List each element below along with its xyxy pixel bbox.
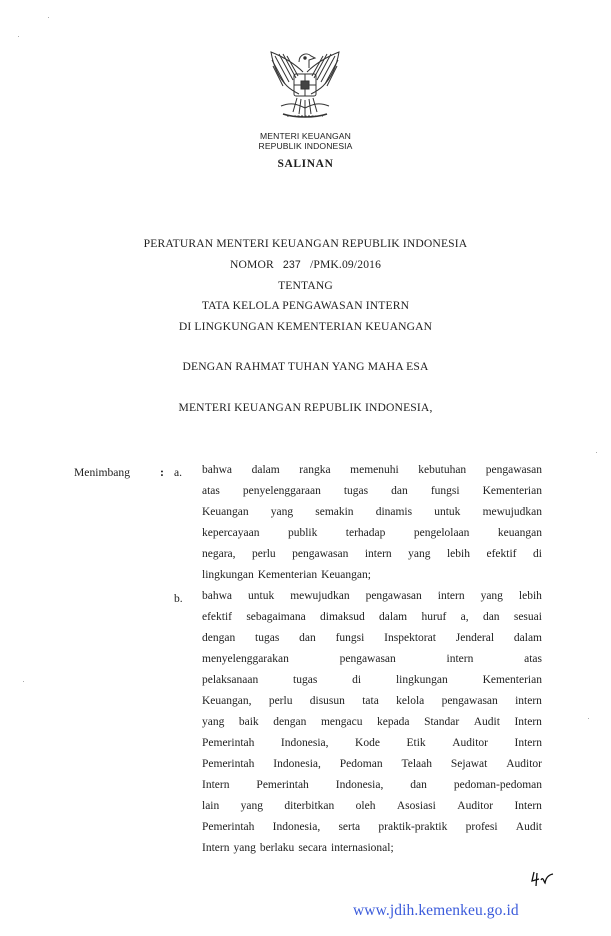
- considering-item-a: [202, 460, 542, 586]
- title-line-3: TENTANG: [278, 278, 333, 292]
- title-line-4: TATA KELOLA PENGAWASAN INTERN: [201, 299, 410, 313]
- text-line: Pemerintah Indonesia, Kode Etik Auditor Intern: [202, 737, 542, 749]
- text-line: Pemerintah Indonesia, serta praktik-praktik profesi Audit: [202, 821, 542, 833]
- text-line: lain yang diterbitkan oleh Asosiasi Auditor Intern: [202, 800, 542, 812]
- item-letter-b: b.: [174, 592, 183, 605]
- text-line: negara, perlu pengawasan intern yang lebih efektif di: [202, 548, 542, 560]
- title-line-1: PERATURAN MENTERI KEUANGAN REPUBLIK INDONESIA: [143, 237, 468, 250]
- considering-item-b: [202, 586, 542, 859]
- authority: MENTERI KEUANGAN REPUBLIK INDONESIA,: [178, 401, 433, 414]
- text-line: kepercayaan publik terhadap pengelolaan keuangan: [202, 527, 542, 539]
- scan-speck: [596, 452, 597, 453]
- considering-label: Menimbang: [74, 466, 131, 479]
- ministry-name-line1: MENTERI KEUANGAN: [260, 131, 351, 141]
- text-line: efektif sebagaimana dimaksud dalam huruf a, dan sesuai: [202, 611, 542, 623]
- ministry-name-line2: REPUBLIK INDONESIA: [258, 141, 353, 151]
- text-line: Keuangan yang semakin dinamis untuk mewujudkan: [202, 506, 542, 518]
- nomor-number: 237: [282, 258, 301, 271]
- text-line: Keuangan, perlu disusun tata kelola pengawasan intern: [202, 695, 542, 707]
- text-line: atas penyelenggaraan tugas dan fungsi Kementerian: [202, 485, 542, 497]
- text-line: bahwa untuk mewujudkan pengawasan intern yang lebih: [202, 590, 542, 602]
- nomor-suffix: /PMK.09/2016: [309, 257, 382, 271]
- regulation-title: [0, 234, 611, 338]
- regulation-number: [0, 255, 611, 276]
- text-line: yang baik dengan mengacu kepada Standar Audit Intern: [202, 716, 542, 728]
- website-link[interactable]: www.jdih.kemenkeu.go.id: [353, 902, 519, 919]
- initials-signature-icon: [530, 868, 556, 888]
- text-line: Intern Pemerintah Indonesia, dan pedoman-pedoman: [202, 779, 542, 791]
- invocation: DENGAN RAHMAT TUHAN YANG MAHA ESA: [182, 360, 429, 373]
- text-line: menyelenggarakan pengawasan intern atas: [202, 653, 542, 665]
- garuda-emblem-icon: [263, 42, 347, 128]
- text-line: lingkungan Kementerian Keuangan;: [202, 569, 371, 581]
- scan-speck: [23, 681, 24, 682]
- copy-label: SALINAN: [277, 158, 334, 170]
- text-line: Pemerintah Indonesia, Pedoman Telaah Sejawat Auditor: [202, 758, 542, 770]
- item-letter-a: a.: [174, 466, 183, 479]
- scan-speck: [18, 36, 19, 37]
- title-line-5: DI LINGKUNGAN KEMENTERIAN KEUANGAN: [178, 320, 433, 334]
- text-line: pelaksanaan tugas di lingkungan Kementerian: [202, 674, 542, 686]
- text-line: dengan tugas dan fungsi Inspektorat Jenderal dalam: [202, 632, 542, 644]
- text-line: Intern yang berlaku secara internasional;: [202, 842, 394, 854]
- text-line: bahwa dalam rangka memenuhi kebutuhan pengawasan: [202, 464, 542, 476]
- scan-speck: [588, 718, 589, 719]
- colon: :: [160, 465, 164, 479]
- nomor-prefix: NOMOR: [229, 257, 274, 271]
- scan-speck: [48, 17, 49, 18]
